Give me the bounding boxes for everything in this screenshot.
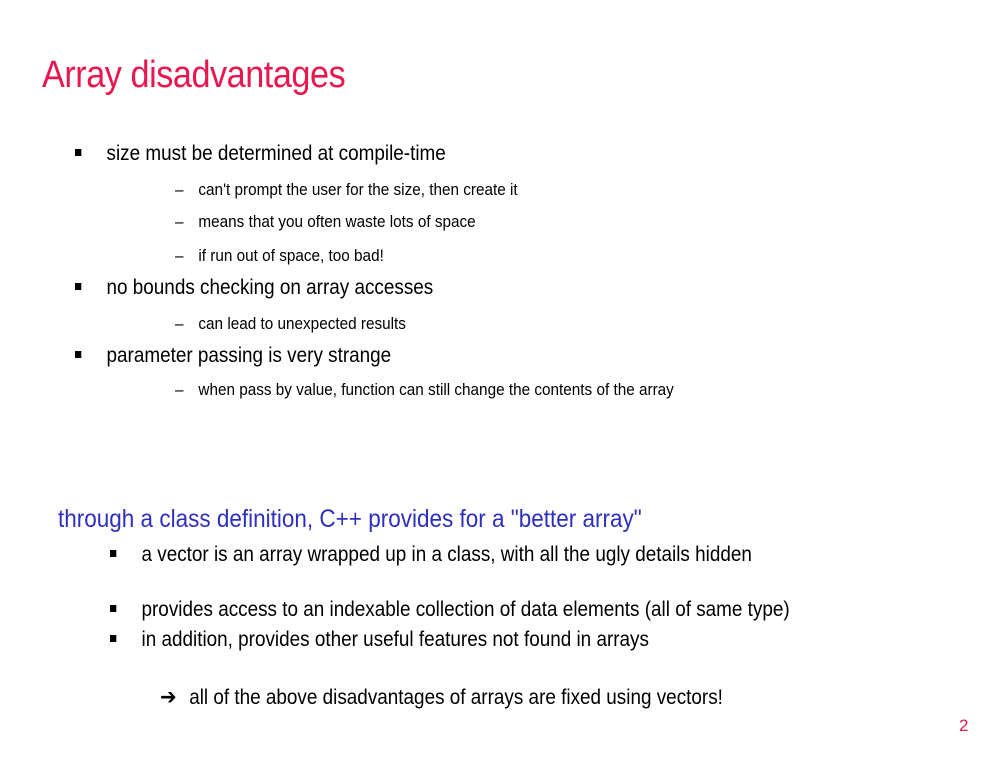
conclusion-text: all of the above disadvantages of arrays are fixed using vectors! xyxy=(189,686,723,709)
bullet-text: parameter passing is very strange xyxy=(106,344,392,367)
dash-icon: – xyxy=(175,314,184,333)
square-bullet-icon xyxy=(75,149,81,156)
sub-bullet-item xyxy=(175,314,406,334)
square-bullet-icon xyxy=(110,635,116,642)
square-bullet-icon xyxy=(110,605,116,612)
dash-icon: – xyxy=(175,212,184,231)
sub-bullet-item xyxy=(175,246,384,266)
bullet-item xyxy=(75,276,433,300)
sub-bullet-text: means that you often waste lots of space xyxy=(198,212,476,231)
subheading: through a class definition, C++ provides for a "better array" xyxy=(58,505,642,533)
sub-bullet-text: can't prompt the user for the size, then create it xyxy=(198,180,518,199)
bullet-item xyxy=(75,344,391,368)
slide-title: Array disadvantages xyxy=(42,54,346,96)
vector-point xyxy=(110,598,790,622)
bullet-text: no bounds checking on array accesses xyxy=(106,276,434,299)
bullet-text: size must be determined at compile-time xyxy=(106,142,446,165)
square-bullet-icon xyxy=(75,283,81,290)
sub-bullet-text: can lead to unexpected results xyxy=(198,314,406,333)
dash-icon: – xyxy=(175,246,184,265)
vector-point xyxy=(110,543,752,567)
vector-point xyxy=(110,628,649,652)
sub-bullet-item xyxy=(175,212,476,232)
sub-bullet-item xyxy=(175,180,518,200)
conclusion xyxy=(160,684,723,710)
bullet-item xyxy=(75,142,446,166)
sub-bullet-item xyxy=(175,380,674,400)
page-number: 2 xyxy=(959,716,969,735)
square-bullet-icon xyxy=(110,550,116,557)
vector-point-text: a vector is an array wrapped up in a class, with all the ugly details hidden xyxy=(141,543,752,566)
sub-bullet-text: when pass by value, function can still change the contents of the array xyxy=(198,380,674,399)
dash-icon: – xyxy=(175,380,184,399)
arrow-right-icon: ➔ xyxy=(160,684,177,709)
dash-icon: – xyxy=(175,180,184,199)
vector-point-text: provides access to an indexable collection of data elements (all of same type) xyxy=(141,598,790,621)
sub-bullet-text: if run out of space, too bad! xyxy=(198,246,384,265)
vector-point-text: in addition, provides other useful features not found in arrays xyxy=(141,628,649,651)
square-bullet-icon xyxy=(75,351,81,358)
